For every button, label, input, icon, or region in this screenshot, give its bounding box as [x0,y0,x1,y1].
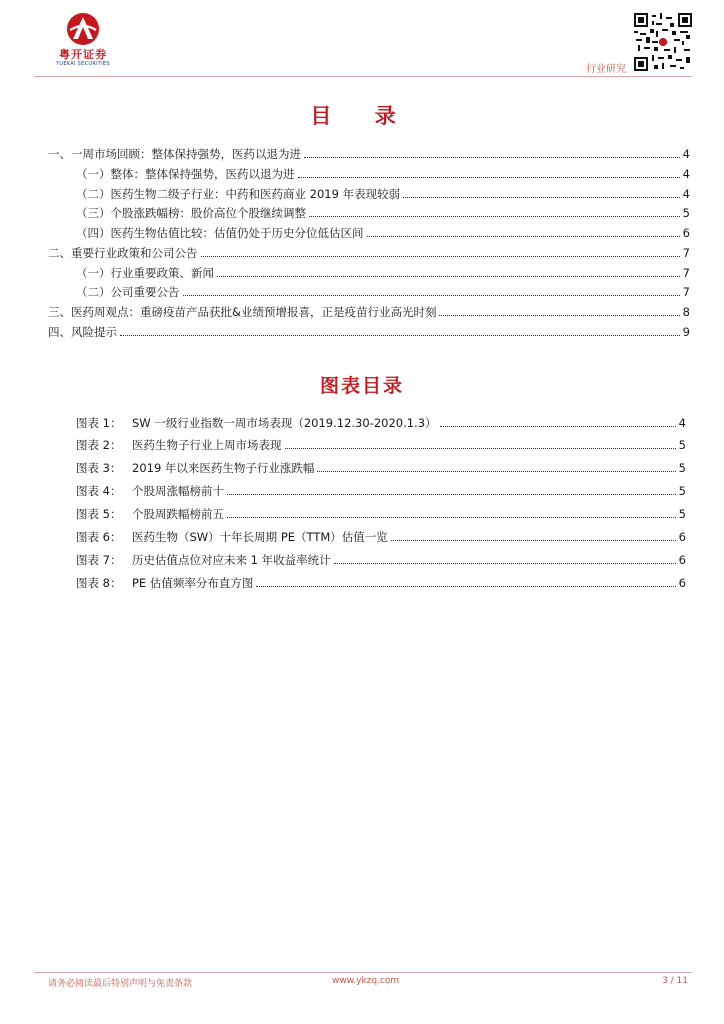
figure-list-title: 图表目录 [319,375,404,397]
toc-entry[interactable] [48,242,690,260]
toc-entry[interactable] [76,163,690,181]
figure-entry-name: PE 估值频率分布直方图 [132,576,254,590]
page-indicator: 3 / 11 [662,976,688,986]
toc-entry[interactable] [76,262,690,280]
toc-entry-page: 4 [682,147,690,161]
qr-code-icon [634,13,692,71]
dot-leader [256,586,675,587]
dot-leader [309,216,680,217]
figure-entry-name: 历史估值点位对应未来 1 年收益率统计 [132,553,331,567]
toc-entry-label: （四）医药生物估值比较：估值仍处于历史分位低估区间 [76,226,364,240]
toc-entry[interactable] [48,321,690,339]
header-divider [34,76,692,77]
toc-entry[interactable] [48,301,690,319]
dot-leader [367,236,680,237]
toc-entry-page: 7 [682,246,690,260]
toc-entry-label: （二）医药生物二级子行业：中药和医药商业 2019 年表现较弱 [76,187,401,201]
figure-entry-page: 5 [678,461,686,475]
figure-entry-label: 图表 2： [76,438,122,452]
figure-entry-name: SW 一级行业指数一周市场表现（2019.12.30-2020.1.3） [132,416,437,430]
toc-entry[interactable] [76,281,690,299]
dot-leader [217,276,680,277]
figure-entry-name: 个股周涨幅榜前十 [132,484,224,498]
figure-entry-page: 5 [678,438,686,452]
dot-leader [285,448,676,449]
figure-entry-name: 医药生物（SW）十年长周期 PE（TTM）估值一览 [132,530,388,544]
figure-entry-name: 2019 年以来医药生物子行业涨跌幅 [132,461,315,475]
figure-entry[interactable] [76,412,686,430]
figure-entry-page: 5 [678,507,686,521]
dot-leader [403,197,680,198]
toc-entry-page: 9 [682,325,690,339]
toc-entry[interactable] [76,183,690,201]
footer-website-link[interactable]: www.ykzq.com [332,976,400,986]
toc-entry-label: 二、重要行业政策和公司公告 [48,246,198,260]
dot-leader [439,315,679,316]
figure-entry-page: 6 [678,576,686,590]
toc-entry-page: 7 [682,266,690,280]
figure-entry-page: 6 [678,530,686,544]
yuekai-logo-icon [66,12,100,46]
dot-leader [440,426,676,427]
dot-leader [391,540,676,541]
dot-leader [201,256,680,257]
company-logo [50,12,116,68]
figure-entry-name: 医药生物子行业上周市场表现 [132,438,282,452]
figure-entry-label: 图表 5： [76,507,122,521]
figure-entry[interactable] [76,549,686,567]
toc-entry[interactable] [76,202,690,220]
footer-divider [34,972,692,973]
figure-entry-label: 图表 7： [76,553,122,567]
toc-entry-label: 一、一周市场回顾：整体保持强势，医药以退为进 [48,147,301,161]
footer-disclaimer: 请务必阅读最后特别声明与免责条款 [48,979,193,989]
figure-entry[interactable] [76,480,686,498]
figure-entry-page: 4 [678,416,686,430]
toc-entry[interactable] [76,222,690,240]
dot-leader [298,177,680,178]
figure-entry[interactable] [76,572,686,590]
figure-entry-label: 图表 3： [76,461,122,475]
dot-leader [334,563,676,564]
section-tag: 行业研究 [586,64,626,75]
figure-entry[interactable] [76,503,686,521]
toc-entry-page: 6 [682,226,690,240]
page-header [0,0,724,80]
figure-entry-page: 5 [678,484,686,498]
figure-entry-label: 图表 4： [76,484,122,498]
figure-entry-name: 个股周跌幅榜前五 [132,507,224,521]
toc-entry-label: （一）整体：整体保持强势，医药以退为进 [76,167,295,181]
figure-entry-label: 图表 8： [76,576,122,590]
figure-entry-label: 图表 1： [76,416,122,430]
toc-entry[interactable] [48,143,690,161]
dot-leader [317,471,675,472]
logo-chinese-name: 粤开证券 [59,48,107,61]
figure-entry-page: 6 [678,553,686,567]
figure-entry[interactable] [76,434,686,452]
dot-leader [304,157,680,158]
toc-entry-page: 8 [682,305,690,319]
figure-entry[interactable] [76,526,686,544]
dot-leader [227,517,676,518]
dot-leader [183,295,680,296]
logo-english-name: YUEKAI SECURITIES [56,61,110,67]
figure-entry[interactable] [76,457,686,475]
dot-leader [227,494,676,495]
toc-entry-label: （三）个股涨跌幅榜：股价高位个股继续调整 [76,206,306,220]
toc-entry-page: 7 [682,285,690,299]
figure-entry-label: 图表 6： [76,530,122,544]
dot-leader [120,335,680,336]
toc-title: 目 录 [310,104,414,128]
toc-entry-label: （二）公司重要公告 [76,285,180,299]
toc-entry-page: 4 [682,167,690,181]
toc-entry-label: 三、医药周观点：重磅疫苗产品获批&业绩预增报喜，正是疫苗行业高光时刻 [48,305,437,319]
toc-entry-label: （一）行业重要政策、新闻 [76,266,214,280]
toc-entry-label: 四、风险提示 [48,325,117,339]
toc-entry-page: 5 [682,206,690,220]
toc-entry-page: 4 [682,187,690,201]
